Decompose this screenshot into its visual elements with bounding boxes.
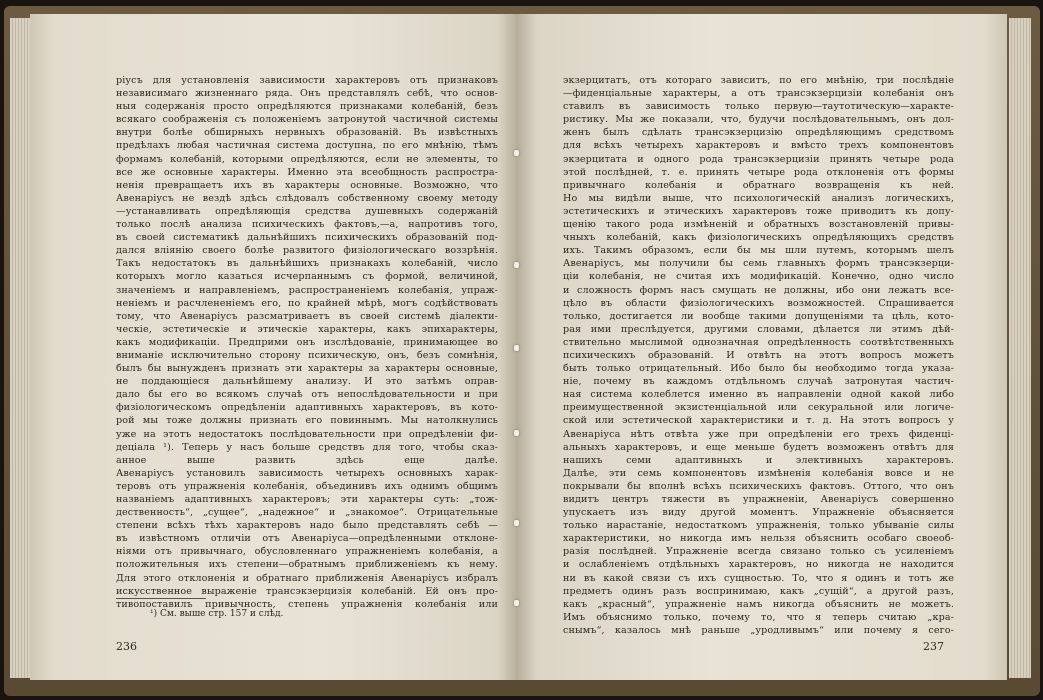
text-line: ніями отъ привычнаго, обусловленнаго упражненіемъ колебанія, а: [116, 546, 498, 558]
text-line: которыхъ могло казаться исчерпаннымъ съ формой, величиной,: [116, 271, 498, 283]
text-line: какъ „красный“, упражненіе намъ никогда объяснить не можетъ.: [563, 598, 954, 610]
text-line: рая ими преслѣдуется, другими словами, дѣлается ли этимъ дѣй-: [563, 323, 954, 335]
binding-stitch: [514, 430, 519, 436]
text-line: и ослабленіемъ отдѣльныхъ характеровъ, но никогда не находится: [563, 559, 954, 571]
text-line: привычнаго колебанія и обратнаго возвращенія къ ней.: [563, 179, 954, 191]
page-edges-left: [10, 18, 32, 678]
text-line: значеніемъ и направленіемъ, распространеніемъ колебанія, упраж-: [116, 284, 498, 296]
left-page-text: [116, 74, 498, 611]
text-line: снымъ“, казалось мнѣ раньше „уродливымъ“ или почему я сего-: [563, 624, 954, 636]
text-line: не поддающіеся дальнѣйшему анализу. И это затѣмъ оправ-: [116, 376, 498, 388]
text-line: женъ былъ сдѣлать трансэкзерцизію опредѣляющимъ средствомъ: [563, 127, 954, 139]
text-line: только, достигается ли вообще такими допущеніями та цѣль, кото-: [563, 310, 954, 322]
text-line: искусственное выраженіе трансэкзерцизія колебаній. Ей онъ про-: [116, 585, 498, 597]
text-line: вниманіе исключительно сторону психическую, онъ, безъ сомнѣнія,: [116, 349, 498, 361]
text-line: упускаетъ изъ виду другой моментъ. Упражненіе объясняется: [563, 507, 954, 519]
text-line: преимущественной экзистенціальной или секуральной или логиче-: [563, 402, 954, 414]
text-line: чныхъ колебаній, какъ физіологическихъ опредѣляющихъ средствъ: [563, 232, 954, 244]
text-line: экзерцитата и одного рода трансэкзерцизіи принять четыре рода: [563, 153, 954, 165]
text-line: ціи колебанія, не считая ихъ модификацій. Конечно, одно число: [563, 271, 954, 283]
text-line: дало бы его во всякомъ случаѣ отъ непослѣдовательности и при: [116, 389, 498, 401]
text-line: цѣло въ области физіологическихъ возможностей. Спрашивается: [563, 297, 954, 309]
text-line: быть только отрицательный. Ибо было бы необходимо тогда указа-: [563, 363, 954, 375]
text-line: внутри болѣе обширныхъ нервныхъ образованій. Въ извѣстныхъ: [116, 127, 498, 139]
text-line: предметъ одинъ разъ воспринимаю, какъ „сущій“, а другой разъ,: [563, 585, 954, 597]
text-line: ческіе, эстетическіе и этическіе характеры, какъ эпихарактеры,: [116, 323, 498, 335]
page-edges-right: [1009, 18, 1031, 678]
text-line: деціала ¹). Теперь у насъ больше средствъ для того, чтобы сказ-: [116, 441, 498, 453]
right-page-text: [563, 74, 954, 637]
footnote-rule: [116, 598, 206, 599]
text-line: всякаго соображенія съ положеніемъ затронутой частичной системы: [116, 114, 498, 126]
binding-stitch: [514, 150, 519, 156]
binding-stitch: [514, 520, 519, 526]
text-line: анное выше развить здѣсь еще далѣе.: [116, 454, 498, 466]
text-line: названіемъ адаптивныхъ характеровъ; эти характеры суть: „тож-: [116, 494, 498, 505]
text-line: Имъ объяснимо только, почему то, что я теперь считаю „кра-: [563, 611, 954, 623]
text-line: все же основные характеры. Именно эта всеобщность распростра-: [116, 166, 498, 178]
text-line: —устанавливать опредѣляющія средства душевныхъ содержаній: [116, 205, 498, 217]
binding-stitch: [514, 345, 519, 351]
text-line: дественность“, „сущее“, „надежное“ и „знакомое“. Отрицательные: [116, 507, 498, 519]
text-line: видитъ центръ тяжести въ упражненіи, Авенаріусъ совершенно: [563, 494, 954, 505]
text-line: тивопоставилъ привычность, степень упражненія колебанія или: [116, 598, 498, 610]
text-line: Для этого отклоненія и обратнаго приближенія Авенаріусъ избралъ: [116, 572, 498, 584]
text-line: Авенаріуса нѣтъ отвѣта уже при опредѣленіи его трехъ фиденці-: [563, 428, 954, 440]
text-line: Авенаріусъ не вездѣ здѣсь слѣдовалъ собственному своему методу: [116, 192, 498, 204]
text-line: ніе, почему въ каждомъ отдѣльномъ случаѣ затронутая частич-: [563, 376, 954, 388]
text-line: Такъ недостатокъ въ дальнѣйшихъ признакахъ колебаній, число: [116, 258, 498, 270]
binding-stitch: [514, 262, 519, 268]
text-line: формамъ колебаній, которыми опредѣляются, если не элементы, то: [116, 153, 498, 165]
text-line: степени всѣхъ тѣхъ характеровъ надо было представлять себѣ —: [116, 520, 498, 532]
text-line: уже на этотъ недостатокъ послѣдовательности при опредѣленіи фи-: [116, 428, 498, 440]
text-line: только послѣ анализа психическихъ фактовъ,—а, напротивъ того,: [116, 219, 498, 231]
text-line: психическихъ образованій. И отвѣтъ на этотъ вопросъ можетъ: [563, 349, 954, 361]
text-line: какъ модификаціи. Предприми онъ изслѣдованіе, принимающее во: [116, 336, 498, 348]
text-line: —фиденціальные характеры, а отъ трансэкзерцизіи колебанія онъ: [563, 88, 954, 100]
text-line: ихъ. Такимъ образомъ, если бы мы шли путемъ, которымъ шелъ: [563, 245, 954, 257]
text-line: ристику. Мы же показали, что, будучи послѣдовательнымъ, онъ дол-: [563, 114, 954, 126]
text-line: теровъ отъ упражненія колебанія, объединивъ ихъ однимъ общимъ: [116, 480, 498, 492]
text-line: разія послѣдней. Упражненіе всегда связано только съ усиленіемъ: [563, 546, 954, 558]
page-number-left: 236: [116, 640, 137, 653]
text-line: ской или эстетической характеристики и т. д. На этотъ вопросъ у: [563, 415, 954, 427]
text-line: только нарастаніе, недостаткомъ упражненія, только убываніе силы: [563, 520, 954, 532]
text-line: рой мы тоже должны признать его повиннымъ. Мы натолкнулись: [116, 415, 498, 427]
text-line: нашихъ семи адаптивныхъ и элективныхъ характеровъ.: [563, 454, 954, 466]
right-page: [517, 14, 1007, 680]
page-number-right: 237: [923, 640, 944, 653]
text-line: экзерцитатъ, отъ котораго зависитъ, по его мнѣнію, три послѣдніе: [563, 75, 954, 86]
text-line: этой послѣдней, т. е. принять четыре рода отклоненія отъ формы: [563, 166, 954, 178]
text-line: характеристики, но никогда имъ нельзя объяснить особаго своеоб-: [563, 533, 954, 545]
left-page: [30, 14, 517, 680]
text-line: щенію такого рода измѣненій и обратныхъ возстановленій привы-: [563, 219, 954, 231]
text-line: былъ бы вынужденъ признать эти характеры за характеры основные,: [116, 363, 498, 375]
text-line: неніемъ и расчлененіемъ его, по крайней мѣрѣ, могъ содѣйствовать: [116, 297, 498, 309]
text-line: для всѣхъ четырехъ характеровъ и вмѣсто трехъ компонентовъ: [563, 140, 954, 152]
binding-stitch: [514, 600, 519, 606]
text-line: ствительно мыслимой однозначная опредѣленность соотвѣтственныхъ: [563, 336, 954, 348]
text-line: положительныя ихъ степени—обратнымъ приближеніемъ къ нему.: [116, 559, 498, 571]
text-line: ни въ какой связи съ ихъ сущностью. То, что я одинъ и тотъ же: [563, 572, 954, 584]
text-line: тому, что Авенаріусъ разсматриваетъ въ своей системѣ діалекти-: [116, 310, 498, 322]
text-line: ненія превращаетъ ихъ въ характеры основные. Возможно, что: [116, 179, 498, 191]
text-line: альныхъ характеровъ, и еще меньше будетъ возможенъ отвѣтъ для: [563, 441, 954, 453]
text-line: ставилъ въ зависимость только первую—таутотическую—характе-: [563, 101, 954, 113]
text-line: въ своей систематикѣ дальнѣйшихъ психическихъ образованій под-: [116, 232, 498, 244]
footnote: ¹) См. выше стр. 157 и слѣд.: [150, 609, 284, 619]
text-line: Но мы видѣли выше, что психологическій анализъ логическихъ,: [563, 192, 954, 204]
text-line: ная система колеблется именно въ направленіи одной какой либо: [563, 389, 954, 401]
text-line: независимаго жизненнаго ряда. Онъ представлялъ себѣ, что основ-: [116, 88, 498, 100]
text-line: Далѣе, эти семь компонентовъ измѣненія колебанія вовсе и не: [563, 467, 954, 479]
text-line: физіологическомъ опредѣленіи адаптивныхъ характеровъ, въ кото-: [116, 402, 498, 414]
text-line: предѣлахъ любая частичная система доступна, по его мнѣнію, тѣмъ: [116, 140, 498, 152]
text-line: и сложность формъ насъ смущать не должны, ибо они лежатъ все-: [563, 284, 954, 296]
text-line: Авенаріусъ установилъ зависимость четырехъ основныхъ харак-: [116, 467, 498, 479]
text-line: ныя содержанія просто опредѣляются признаками колебаній, безъ: [116, 101, 498, 113]
text-line: покрывали бы вполнѣ всѣхъ психическихъ фактовъ. Оттого, что онъ: [563, 480, 954, 492]
text-line: эстетическихъ и этическихъ характеровъ тоже приводитъ къ допу-: [563, 205, 954, 217]
text-line: дался вліянію своего болѣе развитого физіологическаго воззрѣнія.: [116, 245, 498, 257]
text-line: ріусъ для установленія зависимости характеровъ отъ признаковъ: [116, 75, 498, 86]
text-line: Авенаріусъ, мы получили бы семь главныхъ формъ трансэкзерци-: [563, 258, 954, 270]
text-line: въ извѣстномъ отличіи отъ Авенаріуса—опредѣленными отклоне-: [116, 533, 498, 545]
